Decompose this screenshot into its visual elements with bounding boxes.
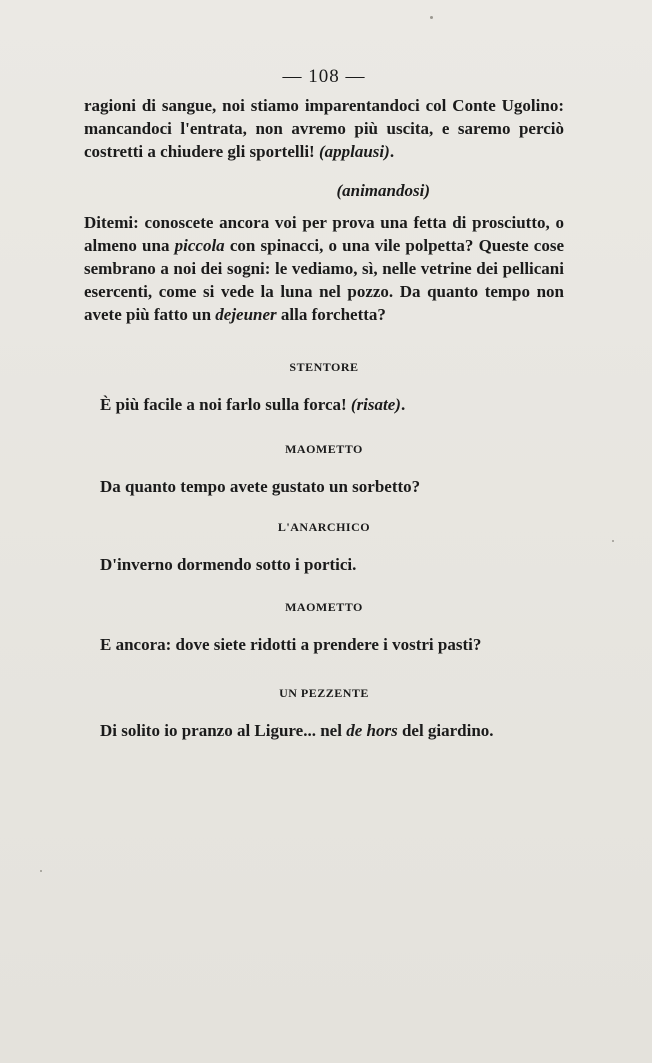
paper-speck [430, 16, 433, 19]
opening-tail: . [389, 142, 395, 161]
opening-paragraph [84, 94, 564, 163]
dialogue-tail: del giardino. [397, 721, 494, 740]
dialogue-line [84, 475, 564, 498]
dialogue-text: È più facile a noi farlo sulla forca! [100, 395, 351, 414]
paper-speck [612, 540, 614, 542]
dialogue-line [84, 393, 564, 416]
speech-paragraph [84, 211, 564, 326]
opening-text: ragioni di sangue, noi stiamo imparentandoci col Conte Ugolino: mancandoci l'entrata, non avremo più uscita, e saremo perciò costretti a chiudere gli sportelli! [84, 96, 564, 161]
text-column [84, 66, 564, 742]
dialogue-text: Di solito io pranzo al Ligure... nel [100, 721, 347, 740]
speaker-name: UN PEZZENTE [279, 686, 369, 700]
dialogue-italic: (risate) [350, 395, 401, 414]
speaker-name: STENTORE [289, 360, 359, 374]
dialogue-text: Da quanto tempo avete gustato un sorbetto? [100, 477, 421, 496]
stage-direction: (animandosi) [336, 181, 430, 200]
speech-italic-piccola: piccola [174, 236, 225, 255]
paper-speck [40, 870, 42, 872]
speaker-name: MAOMETTO [285, 442, 363, 456]
dialogue-text: D'inverno dormendo sotto i portici. [100, 555, 357, 574]
dialogue-line [84, 633, 564, 656]
applause-direction: (applausi) [318, 142, 390, 161]
dialogue-line [84, 719, 564, 742]
speech-part-3: alla forchetta? [276, 305, 386, 324]
speech-part-2: con spinacci, o una vile polpetta? Queste cose sembrano a noi dei sogni: le vediamo, sì, nelle vetrine dei pellicani esercenti, come si vede la luna nel pozzo. Da quanto tempo non avete più fatto un [84, 236, 565, 324]
dialogue-text: E ancora: dove siete ridotti a prendere i vostri pasti? [100, 635, 482, 654]
dialogue-line [84, 553, 564, 576]
speaker-name: L'ANARCHICO [277, 520, 371, 534]
speech-part-1: Ditemi: conoscete ancora voi per prova una fetta di prosciutto, o almeno una [84, 213, 564, 255]
speaker-name: MAOMETTO [285, 600, 363, 614]
page-number: — 108 — [282, 66, 366, 87]
dialogue-tail: . [400, 395, 406, 414]
dialogue-italic: de hors [346, 721, 398, 740]
speech-italic-dejeuner: dejeuner [215, 305, 277, 324]
